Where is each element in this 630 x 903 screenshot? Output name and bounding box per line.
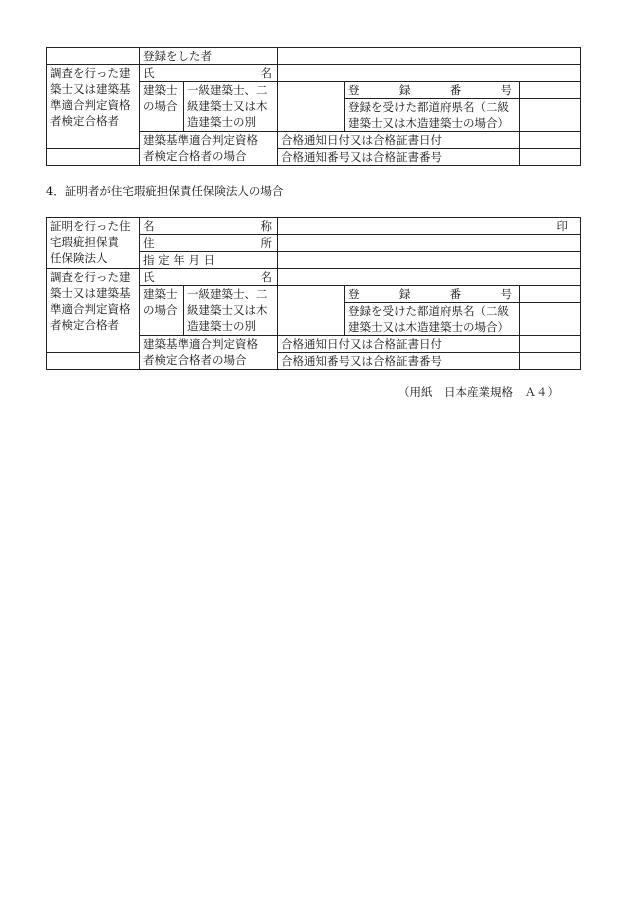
name-field[interactable] (278, 269, 581, 286)
architect-class-field[interactable] (278, 82, 345, 132)
architect-class-label: 一級建築士、二 級建築士又は木 造建築士の別 (184, 82, 278, 132)
seal-mark: 印 (278, 218, 581, 235)
designation-date-label: 指 定 年 月 日 (140, 252, 278, 269)
registration-prefecture-field[interactable] (520, 99, 581, 132)
insurer-table (46, 217, 581, 370)
pass-number-label: 合格通知番号又は合格証書番号 (278, 353, 520, 370)
registration-prefecture-label: 登録を受けた都道府県名（二級 建築士又は木造建築士の場合） (345, 303, 520, 336)
pass-number-label: 合格通知番号又は合格証書番号 (278, 149, 520, 166)
address-label: 住 所 (140, 235, 278, 252)
name-field[interactable] (278, 65, 581, 82)
judge-case-label: 建築基準適合判定資格 者検定合格者の場合 (140, 132, 278, 166)
blank-cell (47, 48, 140, 65)
architect-class-field[interactable] (278, 286, 345, 336)
investigator-table-1 (46, 47, 581, 166)
name-label: 氏 名 (140, 269, 278, 286)
judge-case-label: 建築基準適合判定資格 者検定合格者の場合 (140, 336, 278, 370)
section-4-heading: 4．証明者が住宅瑕疵担保責任保険法人の場合 (46, 184, 284, 198)
investigator-label: 調査を行った建 築士又は建築基 準適合判定資格 者検定合格者 (47, 65, 140, 149)
registered-person-label: 登録をした者 (140, 48, 278, 65)
designation-date-field[interactable] (278, 252, 581, 269)
name-label: 氏 名 (140, 65, 278, 82)
pass-number-field[interactable] (520, 149, 581, 166)
architect-case-label: 建築士 の場合 (140, 286, 184, 336)
blank-cell (47, 149, 140, 166)
pass-date-field[interactable] (520, 336, 581, 353)
registration-number-field[interactable] (520, 286, 581, 303)
registration-number-label: 登 録 番 号 (345, 286, 520, 303)
blank-cell (47, 353, 140, 370)
pass-number-field[interactable] (520, 353, 581, 370)
address-field[interactable] (278, 235, 581, 252)
registration-number-label: 登 録 番 号 (345, 82, 520, 99)
pass-date-field[interactable] (520, 132, 581, 149)
corp-name-label: 名 称 (140, 218, 278, 235)
investigator-label: 調査を行った建 築士又は建築基 準適合判定資格 者検定合格者 (47, 269, 140, 353)
registration-prefecture-label: 登録を受けた都道府県名（二級 建築士又は木造建築士の場合） (345, 99, 520, 132)
paper-size-note: （用紙 日本産業規格 Ａ４） (398, 385, 559, 399)
registration-number-field[interactable] (520, 82, 581, 99)
architect-case-label: 建築士 の場合 (140, 82, 184, 132)
certifier-label: 証明を行った住 宅瑕疵担保責 任保険法人 (47, 218, 140, 269)
architect-class-label: 一級建築士、二 級建築士又は木 造建築士の別 (184, 286, 278, 336)
registered-person-field[interactable] (278, 48, 581, 65)
registration-prefecture-field[interactable] (520, 303, 581, 336)
pass-date-label: 合格通知日付又は合格証書日付 (278, 132, 520, 149)
pass-date-label: 合格通知日付又は合格証書日付 (278, 336, 520, 353)
